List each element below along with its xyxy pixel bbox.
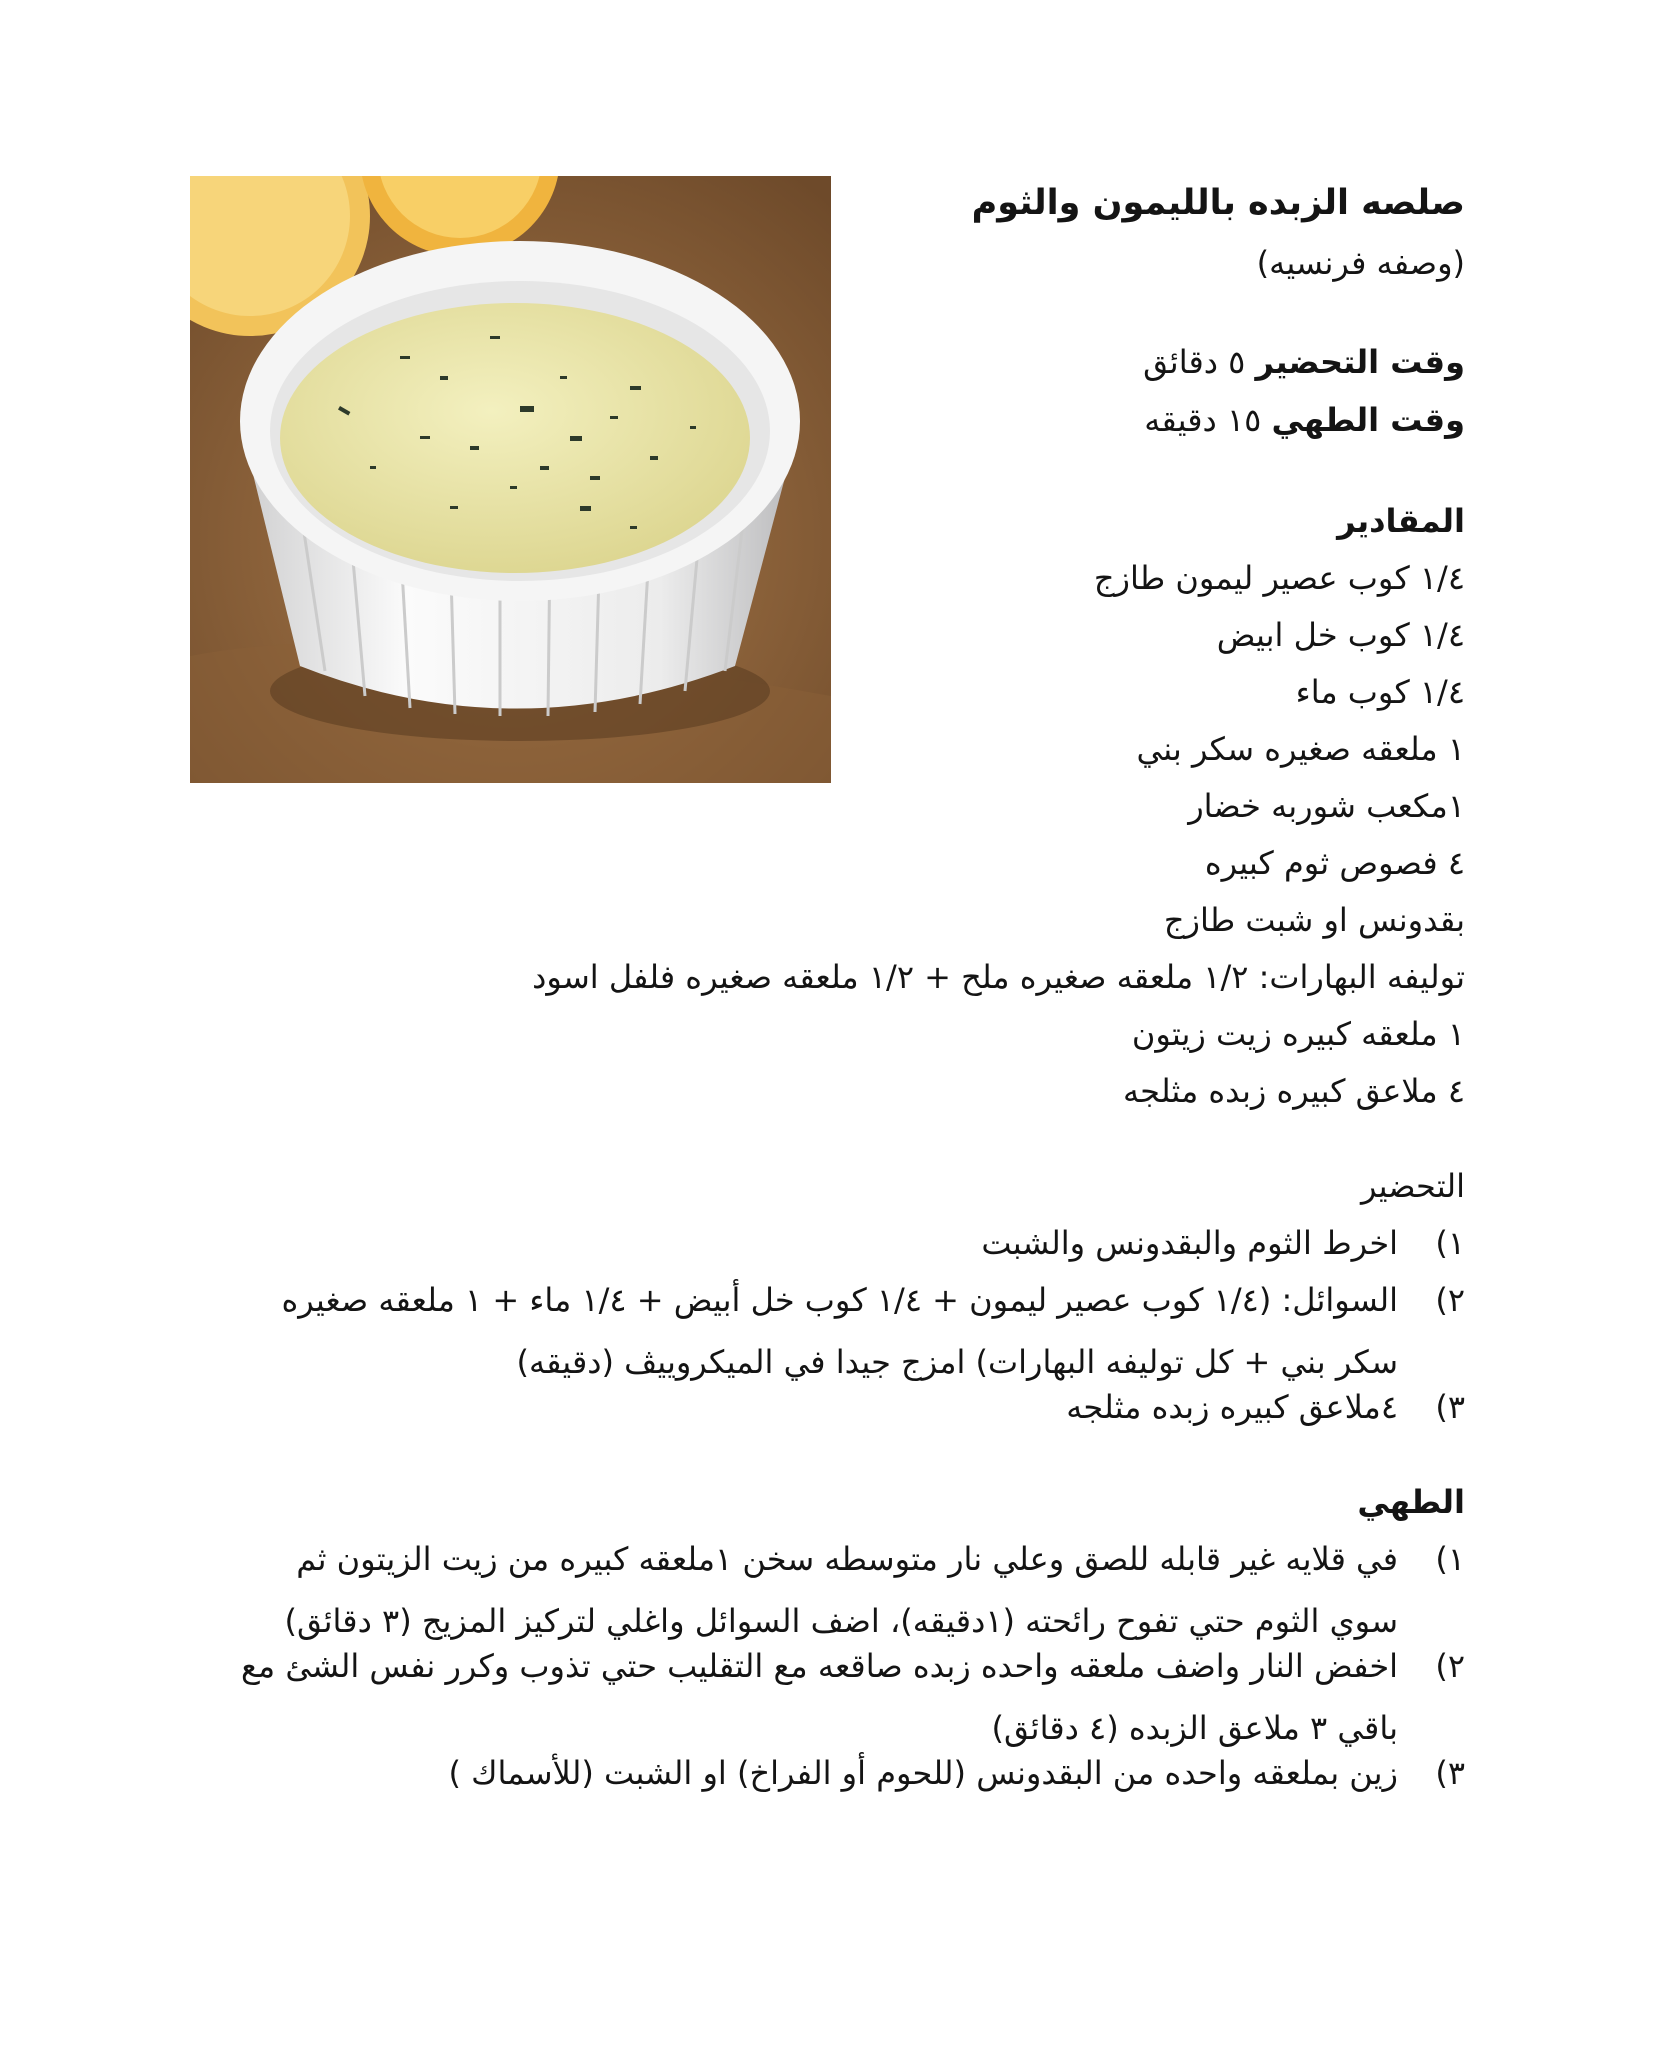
ingredient-item: ١/٤ كوب عصير ليمون طازج xyxy=(1093,559,1465,597)
cook-time-value: ١٥ دقيقه xyxy=(1144,401,1262,439)
ingredient-item: ٤ ملاعق كبيره زبده مثلجه xyxy=(1123,1072,1465,1110)
prep-step-number: ٢) xyxy=(1435,1281,1465,1319)
prep-time-label: وقت التحضير xyxy=(1255,343,1465,381)
cooking-heading: الطهي xyxy=(1357,1483,1465,1521)
prep-time xyxy=(1143,340,1465,384)
cook-step-text: في قلايه غير قابله للصق وعلي نار متوسطه سخن ١ملعقه كبيره من زيت الزيتون ثم سوي الثوم حتي تفوح رائحته (١دقيقه)، اضف السوائل واغلي لتركيز المزيج (٣ دقائق) xyxy=(284,1540,1398,1640)
prep-step-text: اخرط الثوم والبقدونس والشبت xyxy=(981,1224,1398,1262)
ingredient-item: بقدونس او شبت طازج xyxy=(1163,901,1465,939)
cook-time-label: وقت الطهي xyxy=(1271,401,1465,439)
cook-step-number: ٣) xyxy=(1435,1754,1465,1792)
ingredient-item: ١ ملعقه صغيره سكر بني xyxy=(1136,730,1465,768)
ingredient-item: توليفه البهارات: ١/٢ ملعقه صغيره ملح + ١/٢ ملعقه صغيره فلفل اسود xyxy=(532,958,1465,996)
ingredient-item: ١ ملعقه كبيره زيت زيتون xyxy=(1131,1015,1465,1053)
cook-step-text: زين بملعقه واحده من البقدونس (للحوم أو الفراخ) او الشبت (للأسماك ) xyxy=(448,1754,1398,1792)
ingredient-item: ١/٤ كوب خل ابيض xyxy=(1216,616,1465,654)
prep-step-number: ٣) xyxy=(1435,1388,1465,1426)
prep-step-text: ٤ملاعق كبيره زبده مثلجه xyxy=(1066,1388,1398,1426)
recipe-title: صلصه الزبده بالليمون والثوم xyxy=(971,183,1465,223)
prep-step-text: السوائل: (١/٤ كوب عصير ليمون + ١/٤ كوب خل أبيض + ١/٤ ماء + ١ ملعقه صغيره سكر بني + كل توليفه البهارات) امزج جيدا في الميكروييڤ (دقيقه) xyxy=(281,1281,1398,1381)
ingredient-item: ١/٤ كوب ماء xyxy=(1295,673,1465,711)
cook-step-number: ١) xyxy=(1435,1540,1465,1578)
prep-time-value: ٥ دقائق xyxy=(1143,343,1246,381)
prep-step-number: ١) xyxy=(1435,1224,1465,1262)
cook-time xyxy=(1144,398,1465,442)
preparation-heading: التحضير xyxy=(1360,1167,1465,1205)
sauce-bowl-photo xyxy=(190,176,831,783)
cook-step-text: اخفض النار واضف ملعقه واحده زبده صاقعه مع التقليب حتي تذوب وكرر نفس الشئ مع باقي ٣ ملاعق الزبده (٤ دقائق) xyxy=(241,1647,1398,1747)
cook-step-number: ٢) xyxy=(1435,1647,1465,1685)
ingredients-heading: المقادير xyxy=(1337,502,1465,540)
ingredient-item: ١مكعب شوربه خضار xyxy=(1188,787,1465,825)
recipe-subtitle: (وصفه فرنسيه) xyxy=(1256,244,1465,282)
ingredient-item: ٤ فصوص ثوم كبيره xyxy=(1204,844,1465,882)
